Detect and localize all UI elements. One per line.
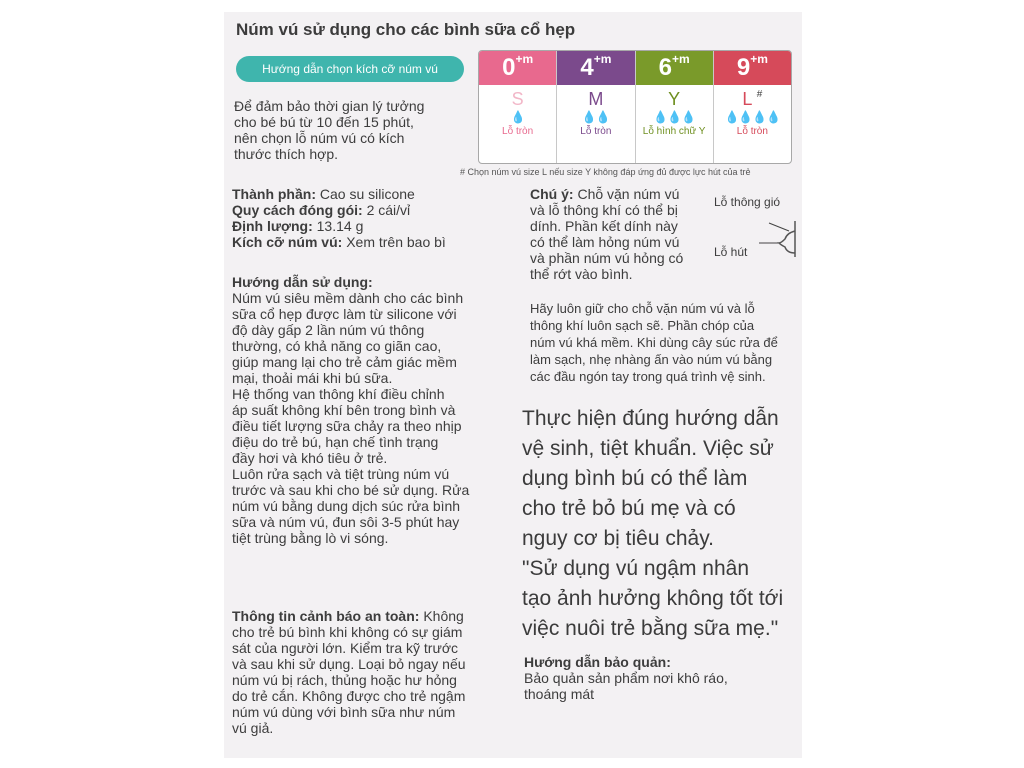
suction-label: Lỗ hút — [714, 245, 748, 259]
size-y — [636, 51, 714, 163]
size-l — [714, 51, 791, 163]
vent-label: Lỗ thông gió — [714, 195, 781, 209]
hole-type: Lỗ tròn — [502, 126, 534, 137]
storage-section: Hướng dẫn bảo quản: Bảo quản sản phẩm nơi khô ráo, thoáng mát — [524, 654, 728, 702]
spec-list: Thành phần: Cao su silicone Quy cách đóng gói: 2 cái/vỉ Định lượng: 13.14 g Kích cỡ núm vú: Xem trên bao bì — [232, 186, 446, 250]
age-band-4: $4^{+m}$ — [557, 51, 634, 85]
package-back-panel — [224, 12, 802, 758]
size-note: # Chọn núm vú size L nếu size Y không đáp ứng đủ được lực hút của trẻ — [460, 167, 751, 177]
product-title: Núm vú sử dụng cho các bình sữa cổ hẹp — [236, 20, 576, 39]
size-letter: Y — [668, 89, 681, 109]
intro-text: Để đảm bảo thời gian lý tưởng cho bé bú từ 10 đến 15 phút, nên chọn lỗ núm vú có kích thước thích hợp. — [234, 98, 425, 162]
size-letter: M — [588, 89, 604, 109]
size-chart — [478, 50, 792, 164]
size-m — [557, 51, 635, 163]
age-band-9: $9^{+m}$ — [714, 51, 791, 85]
size-letter: L # — [742, 89, 763, 109]
age-band-6: $6^{+m}$ — [636, 51, 713, 85]
caution-note: Chú ý: Chỗ vặn núm vú và lỗ thông khí có thể bị dính. Phần kết dính này có thể làm hỏng núm vú và phần núm vú hỏng có thể rớt vào bình. — [530, 186, 684, 282]
cleaning-text: Hãy luôn giữ cho chỗ vặn núm vú và lỗ thông khí luôn sạch sẽ. Phần chóp của núm vú khá mềm. Khi dùng cây súc rửa để làm sạch, nhẹ nhàng ấn vào núm vú bằng các đầu ngón tay trong quá trình vệ sinh. — [530, 301, 778, 384]
size-guide-pill: Hướng dẫn chọn kích cỡ núm vú — [236, 56, 464, 82]
breastfeeding-warning: Thực hiện đúng hướng dẫn vệ sinh, tiệt khuẩn. Việc sử dụng bình bú có thể làm cho trẻ bỏ bú mẹ và có nguy cơ bị tiêu chảy. "Sử dụng vú ngậm nhân tạo ảnh hưởng không tốt tới việc nuôi trẻ bằng sữa mẹ." — [522, 407, 784, 640]
drop-icon: 💧💧💧💧 — [724, 110, 781, 124]
age-band-0: $0^{+m}$ — [479, 51, 556, 85]
safety-section: Thông tin cảnh báo an toàn: Không cho trẻ bú bình khi không có sự giám sát của người lớn. Kiểm tra kỹ trước và sau khi sử dụng. Loại bỏ ngay nếu núm vú bị rách, thủng hoặc hư hỏng do trẻ cắn. Không được cho trẻ ngậm núm vú dùng với bình sữa như núm vú giả. — [232, 608, 466, 736]
drop-icon: 💧💧 — [581, 110, 610, 124]
nipple-diagram-icon — [759, 217, 799, 259]
hole-type: Lỗ tròn — [580, 126, 612, 137]
drop-icon: 💧 — [510, 110, 525, 124]
size-s — [479, 51, 557, 163]
drop-icon: 💧💧💧 — [653, 110, 696, 124]
usage-section: Hướng dẫn sử dụng: Núm vú siêu mềm dành cho các bình sữa cổ hẹp được làm từ silicone với độ dày gấp 2 lần núm vú thông thường, có khả năng co giãn cao, giúp mang lại cho trẻ cảm giác mềm mại, thoải mái khi bú sữa. Hệ thống van thông khí điều chỉnh áp suất không khí bên trong bình và điều tiết lượng sữa chảy ra theo nhịp điệu do trẻ bú, hạn chế tình trạng đầy hơi và khó tiêu ở trẻ. Luôn rửa sạch và tiệt trùng núm vú trước và sau khi cho bé sử dụng. Rửa núm vú bằng dung dịch súc rửa bình sữa và núm vú, đun sôi 3-5 phút hay tiệt trùng bằng lò vi sóng. — [232, 274, 470, 546]
hash-mark: # — [756, 89, 763, 100]
size-letter: S — [511, 89, 524, 109]
hole-type: Lỗ hình chữ Y — [642, 126, 706, 137]
hole-type: Lỗ tròn — [736, 126, 768, 137]
